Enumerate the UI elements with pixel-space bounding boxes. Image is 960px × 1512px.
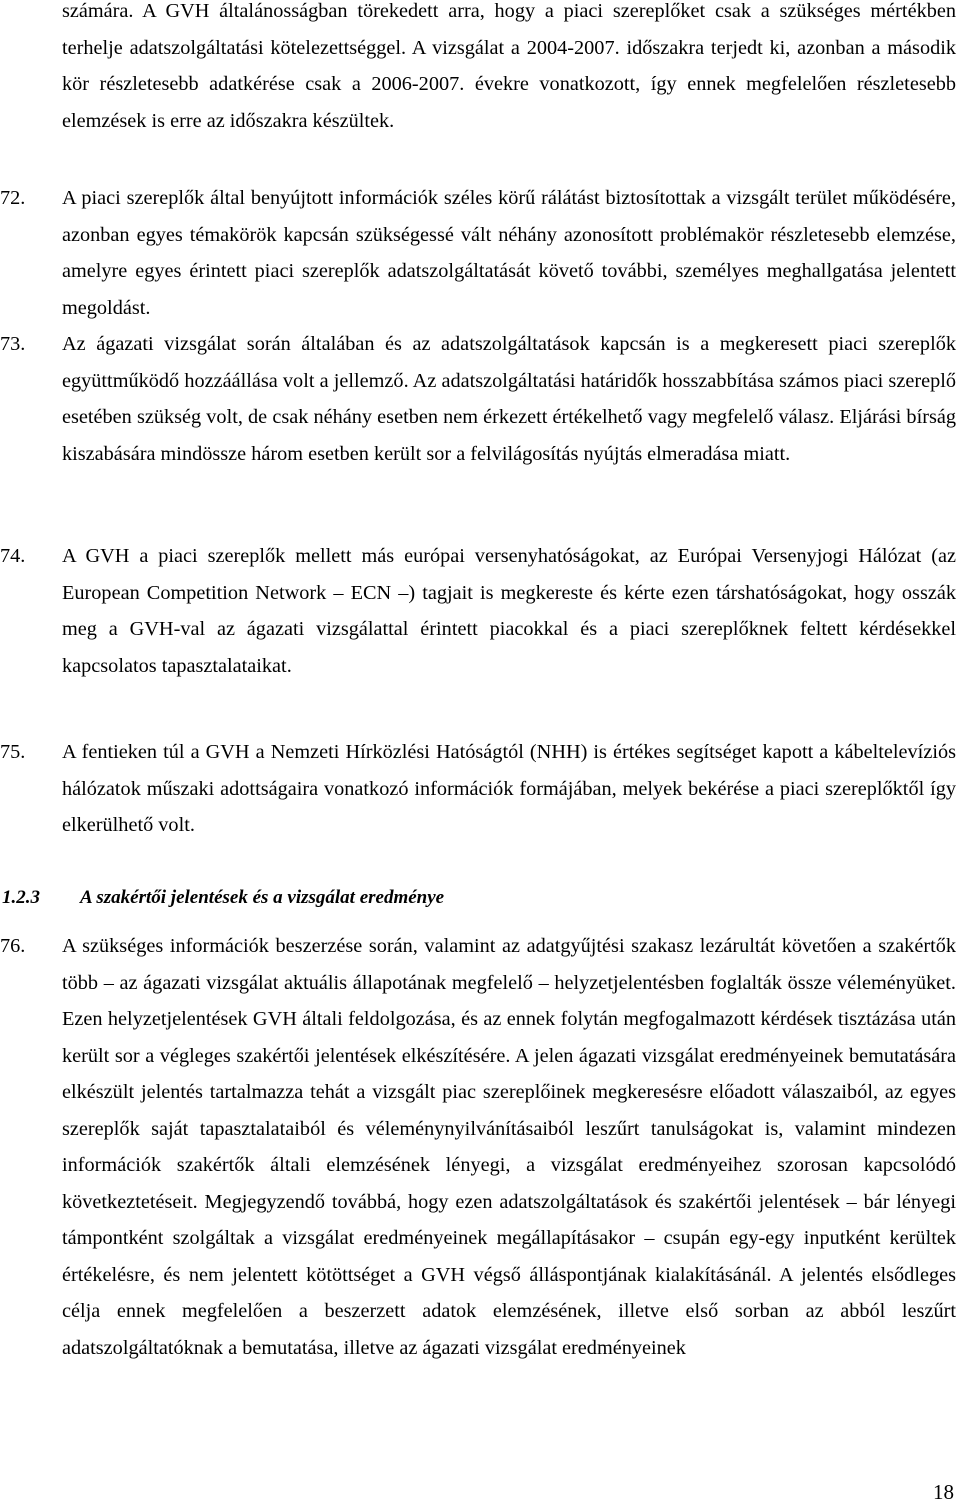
page-number: 18 (933, 1480, 954, 1504)
intro-paragraph: számára. A GVH általánosságban törekedett arra, hogy a piaci szereplőket csak a szükséges mértékben terhelje adatszolgáltatási kötelezettséggel. A vizsgálat a 2004-2007. időszakra terjedt ki, azonban a második kör részletesebb adatkérése csak a 2006-2007. évekre vonatkozott, így ennek megfelelően részletesebb elemzések is erre az időszakra készültek. (62, 0, 956, 132)
paragraph-text: A piaci szereplők által benyújtott információk széles körű rálátást biztosítottak a vizsgált terület működésére, azonban egyes témakörök kapcsán szükségessé vált néhány azonosított problémakör részletesebb elemzése, amelyre egyes érintett piaci szereplők adatszolgáltatását követő további, személyes meghallgatása jelentett megoldást. (62, 187, 956, 319)
paragraph-number: 75. (0, 741, 26, 763)
paragraph-72 (0, 180, 956, 326)
paragraph-text: Az ágazati vizsgálat során általában és az adatszolgáltatások kapcsán is a megkeresett piaci szereplők együttműködő hozzáállása volt a jellemző. Az adatszolgáltatási határidők hosszabbítása számos piaci szereplő esetében szükség volt, de csak néhány esetben nem érkezett értékelhető vagy megfelelő válasz. Eljárási bírság kiszabására mindössze három esetben került sor a felvilágosítás nyújtás elmeradása miatt. (62, 333, 956, 465)
paragraph-74 (0, 538, 956, 684)
paragraph-text: A GVH a piaci szereplők mellett más európai versenyhatóságokat, az Európai Versenyjogi Hálózat (az European Competition Network – ECN –) tagjait is megkereste és kérte ezen társhatóságokat, hogy osszák meg a GVH-val az ágazati vizsgálattal érintett piacokkal és a piaci szereplőknek feltett kérdésekkel kapcsolatos tapasztalataikat. (62, 545, 956, 677)
paragraph-text: A fentieken túl a GVH a Nemzeti Hírközlési Hatóságtól (NHH) is értékes segítséget kapott a kábeltelevíziós hálózatok műszaki adottságaira vonatkozó információk formájában, melyek bekérése a piaci szereplőktől így elkerülhető volt. (62, 741, 956, 836)
paragraph-number: 76. (0, 935, 26, 957)
paragraph-75 (0, 734, 956, 844)
paragraph-73 (0, 326, 956, 472)
paragraph-number: 72. (0, 187, 26, 209)
paragraph-76 (0, 928, 956, 1366)
paragraph-number: 74. (0, 545, 26, 567)
section-number: 1.2.3 (2, 887, 40, 908)
paragraph-number: 73. (0, 333, 26, 355)
section-title: A szakértői jelentések és a vizsgálat eredménye (80, 887, 445, 908)
section-heading (0, 880, 956, 917)
paragraph-text: A szükséges információk beszerzése során, valamint az adatgyűjtési szakasz lezárultát követően a szakértők több – az ágazati vizsgálat aktuális állapotának megfelelő – helyzetjelentésben foglalták össze véleményüket. Ezen helyzetjelentések GVH általi feldolgozása, és az ennek folytán megfogalmazott kérdések tisztázása után került sor a végleges szakértői jelentések elkészítésére. A jelen ágazati vizsgálat eredményeinek bemutatására elkészült jelentés tartalmazza tehát a vizsgált piac szereplőinek megkeresésre előadott válaszaiból, az egyes szereplők saját tapasztalataiból és véleménynyilvánításaiból leszűrt tanulságokat is, valamint mindezen információk szakértők általi elemzésének lényegi, a vizsgálat eredményeihez szorosan kapcsolódó következtetéseit. Megjegyzendő továbbá, hogy ezen adatszolgáltatások és szakértői jelentések – bár lényegi támpontként szolgáltak a vizsgálat eredményeinek megállapításakor – csupán egy-egy inputként kerültek értékelésre, és nem jelentett kötöttséget a GVH végső álláspontjának kialakításánál. A jelentés elsődleges célja ennek megfelelően a beszerzett adatok elemzésének, illetve első sorban az abból leszűrt adatszolgáltatóknak a bemutatása, illetve az ágazati vizsgálat eredményeinek (62, 935, 956, 1359)
